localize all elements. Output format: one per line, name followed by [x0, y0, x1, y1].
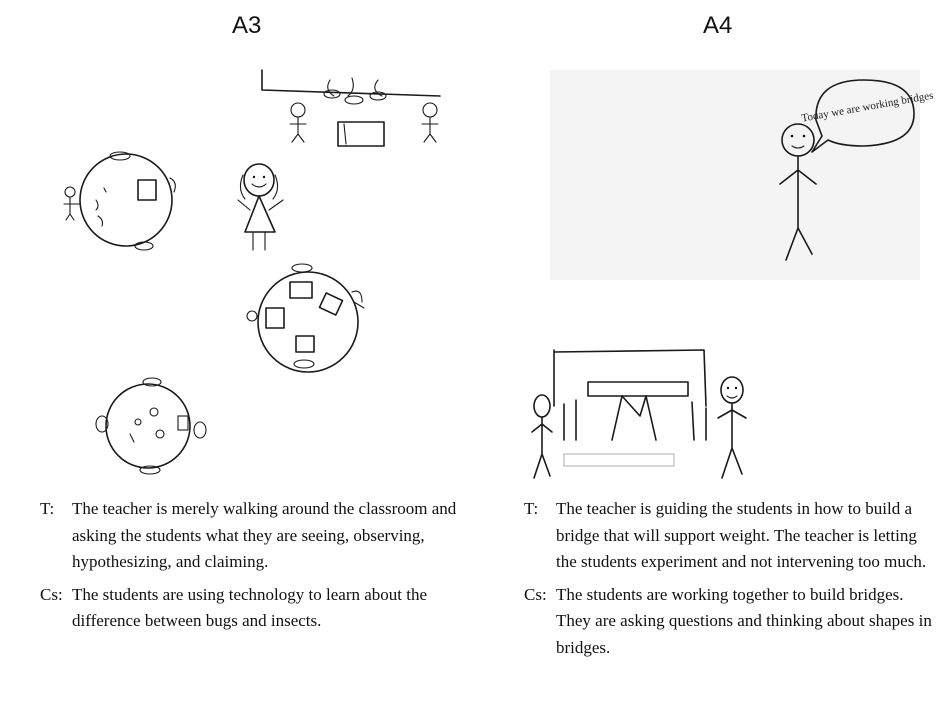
a4-teacher-label: T: [524, 499, 539, 518]
a3-students-text: The students are using technology to learn about the difference between bugs and insects. [72, 584, 428, 630]
a4-student-figure-right [718, 377, 746, 478]
a3-teacher-figure [238, 164, 283, 250]
a4-classroom-drawing [520, 60, 935, 485]
a3-student-table-1 [64, 152, 175, 250]
a3-front-table-group [262, 70, 440, 146]
a4-students-note [524, 582, 934, 662]
panel-title-a4: A4 [703, 12, 733, 39]
a4-caption [524, 496, 934, 667]
a3-students-label: Cs: [40, 584, 63, 604]
a3-student-table-2 [247, 264, 364, 372]
a4-student-figure-left [532, 395, 552, 478]
a3-teacher-label: T: [40, 499, 55, 518]
a3-students-note [40, 582, 470, 635]
a4-students-text: The students are working together to build bridges. They are asking questions and thinking about shapes in bridges. [556, 584, 932, 657]
a3-student-table-3 [96, 378, 206, 474]
a4-students-label: Cs: [524, 584, 547, 604]
a3-teacher-note [40, 496, 470, 576]
a4-speech-bubble-text: Today we are working bridges [800, 89, 935, 125]
a4-bridge-table [554, 350, 706, 466]
a4-teacher-text: The teacher is guiding the students in how to build a bridge that will support weight. The teacher is letting the students experiment and not intervening too much. [556, 499, 927, 571]
a4-teacher-note [524, 496, 934, 576]
a3-classroom-drawing [40, 60, 470, 485]
panel-title-a3: A3 [232, 12, 262, 39]
a3-teacher-text: The teacher is merely walking around the classroom and asking the students what they are seeing, observing, hypothesizing, and claiming. [72, 499, 457, 571]
a3-caption [40, 496, 470, 641]
